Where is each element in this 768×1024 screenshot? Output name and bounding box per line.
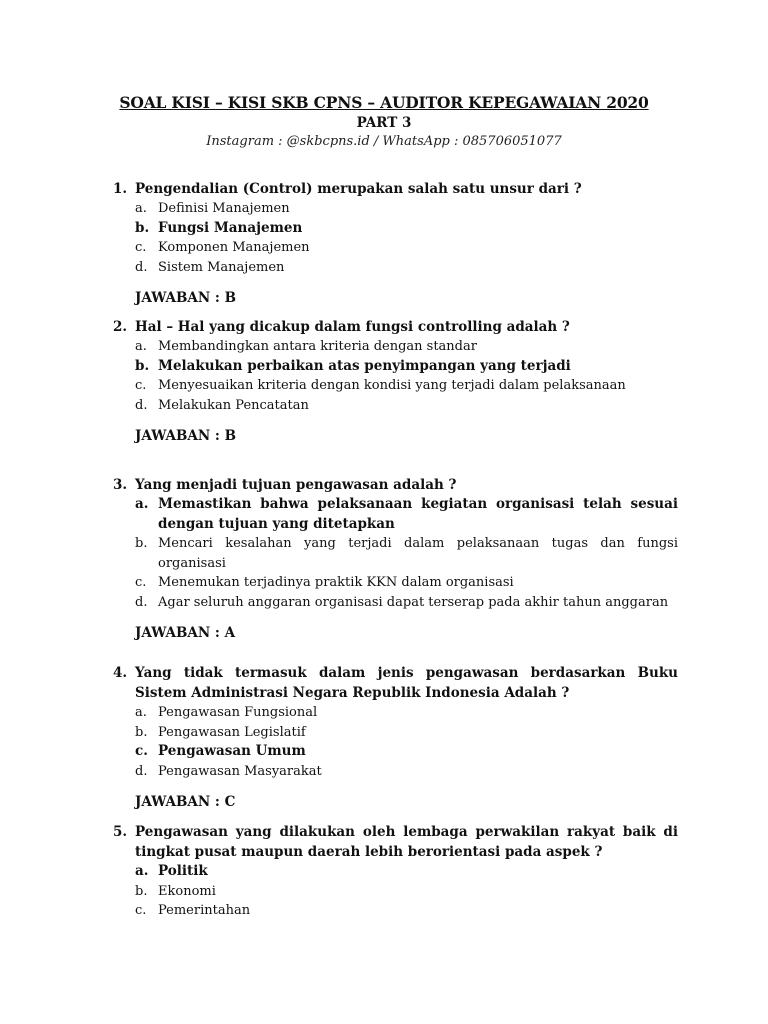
option-b [135,534,678,573]
option-list [135,337,678,415]
option-letter: a. [135,863,149,879]
option-d [135,258,678,278]
answer-label: JAWABAN : C [135,794,236,810]
option-text: Sistem Manajemen [158,259,285,275]
option-letter: a. [135,201,147,216]
option-list [135,495,678,612]
option-letter: c. [135,240,147,255]
answer-label: JAWABAN : A [135,625,236,641]
option-list [135,703,678,781]
option-letter: b. [135,883,148,899]
option-text: Memastikan bahwa pelaksanaan kegiatan organisasi telah sesuai dengan tujuan yang ditetapkan [158,496,678,532]
option-text: Pengawasan Umum [158,743,306,759]
option-text: Pemerintahan [158,903,251,918]
question-text: Hal – Hal yang dicakup dalam fungsi controlling adalah ? [135,319,570,335]
option-text: Pengawasan Masyarakat [158,763,322,779]
option-text: Definisi Manajemen [158,201,290,216]
option-c [135,376,678,396]
option-b [135,882,678,902]
option-text: Fungsi Manajemen [158,219,303,236]
option-b [135,357,678,377]
option-text: Pengawasan Legislatif [158,724,306,740]
option-text: Membandingkan antara kriteria dengan standar [158,339,477,354]
option-a [135,337,678,357]
answer-label: JAWABAN : B [135,290,236,306]
option-letter: a. [135,496,149,512]
question-number: 5. [113,824,128,840]
question-5 [113,822,678,921]
option-letter: c. [135,378,147,393]
option-text: Agar seluruh anggaran organisasi dapat terserap pada akhir tahun anggaran [158,594,669,610]
option-letter: c. [135,575,147,590]
option-letter: a. [135,705,147,720]
option-list [135,862,678,921]
option-letter: c. [135,903,147,918]
option-letter: c. [135,743,148,759]
option-text: Melakukan perbaikan atas penyimpangan yang terjadi [158,357,571,374]
contact-line: Instagram : @skbcpns.id / WhatsApp : 085706051077 [206,134,562,149]
option-d [135,762,678,782]
option-letter: b. [135,536,148,551]
question-text: Pengendalian (Control) merupakan salah satu unsur dari ? [135,181,582,197]
option-a [135,495,678,534]
question-2 [113,317,678,446]
option-text: Komponen Manajemen [158,240,310,255]
option-text: Ekonomi [158,883,216,899]
option-list [135,199,678,277]
question-number: 1. [113,181,128,197]
option-letter: b. [135,219,150,236]
option-text: Politik [158,863,208,879]
option-letter: d. [135,763,148,779]
option-letter: a. [135,339,147,354]
option-a [135,703,678,723]
question-number: 3. [113,477,128,493]
question-text: Pengawasan yang dilakukan oleh lembaga perwakilan rakyat baik di tingkat pusat maupun daerah lebih berorientasi pada aspek ? [135,824,678,860]
option-text: Melakukan Pencatatan [158,397,309,413]
option-letter: b. [135,724,148,740]
document-title: SOAL KISI – KISI SKB CPNS – AUDITOR KEPEGAWAIAN 2020 [119,93,649,112]
option-c [135,573,678,593]
document-header [0,92,768,152]
question-number: 2. [113,319,128,335]
option-b [135,723,678,743]
question-text: Yang menjadi tujuan pengawasan adalah ? [135,477,457,493]
option-d [135,396,678,416]
option-letter: d. [135,259,148,275]
option-c [135,742,678,762]
option-a [135,862,678,882]
option-letter: b. [135,357,150,374]
question-number: 4. [113,665,128,681]
question-3 [113,475,678,643]
part-label: PART 3 [356,115,412,131]
question-4 [113,663,678,812]
answer-label: JAWABAN : B [135,428,236,444]
option-a [135,199,678,219]
option-text: Pengawasan Fungsional [158,705,318,720]
option-b [135,219,678,239]
question-text: Yang tidak termasuk dalam jenis pengawasan berdasarkan Buku Sistem Administrasi Negara Republik Indonesia Adalah ? [135,665,678,701]
option-c [135,238,678,258]
option-text: Menemukan terjadinya praktik KKN dalam organisasi [158,575,514,590]
option-c [135,901,678,921]
option-letter: d. [135,594,148,610]
question-1 [113,179,678,308]
option-text: Mencari kesalahan yang terjadi dalam pelaksanaan tugas dan fungsi organisasi [158,536,678,571]
option-text: Menyesuaikan kriteria dengan kondisi yang terjadi dalam pelaksanaan [158,378,626,393]
option-letter: d. [135,397,148,413]
option-d [135,593,678,613]
